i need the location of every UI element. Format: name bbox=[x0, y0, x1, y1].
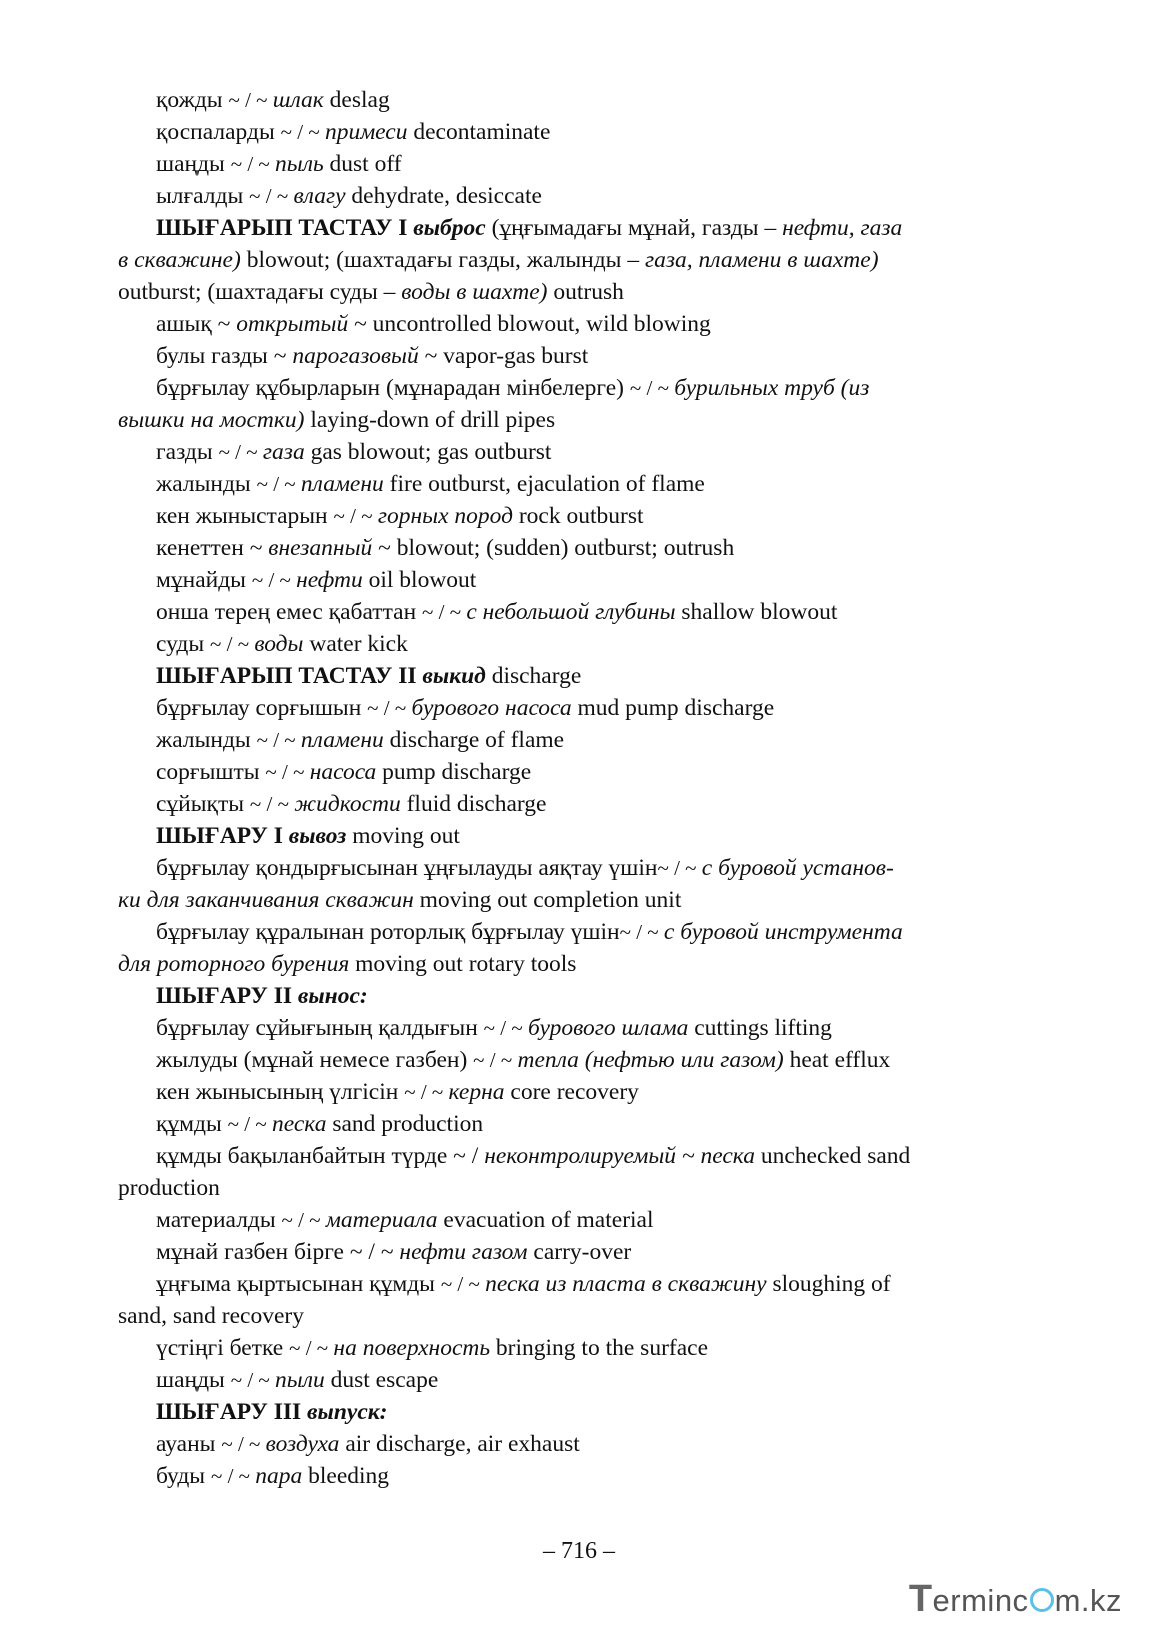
entry-text: unchecked sand bbox=[754, 1143, 911, 1169]
entry-line bbox=[118, 1076, 1006, 1108]
russian-term: влагу bbox=[293, 183, 346, 209]
entry-line bbox=[118, 948, 1006, 980]
dictionary-entries bbox=[118, 84, 1006, 1492]
entry-text: cuttings lifting bbox=[688, 1015, 832, 1041]
entry-text: ылғалды bbox=[156, 183, 250, 209]
entry-line bbox=[118, 1140, 1006, 1172]
entry-separator: ~ / ~ bbox=[483, 1016, 528, 1040]
entry-text: laying-down of drill pipes bbox=[304, 407, 556, 433]
entry-separator: ~ / ~ bbox=[256, 472, 301, 496]
entry-separator: ~ / ~ bbox=[657, 856, 702, 880]
russian-term: горных пород bbox=[377, 503, 513, 529]
entry-separator: ~ / ~ bbox=[228, 88, 273, 112]
russian-term: открытый bbox=[236, 311, 349, 337]
entry-text: ~ uncontrolled blowout, wild blowing bbox=[348, 311, 711, 337]
russian-term: для роторного бурения bbox=[118, 951, 350, 977]
russian-term: пыли bbox=[275, 1367, 325, 1393]
entry-line bbox=[118, 756, 1006, 788]
entry-text: oil blowout bbox=[362, 567, 477, 593]
headword: ШЫҒАРУ III bbox=[156, 1399, 308, 1425]
entry-line bbox=[118, 628, 1006, 660]
entry-separator: ~ / ~ bbox=[440, 1272, 486, 1296]
entry-separator: ~ / ~ bbox=[367, 696, 412, 720]
entry-line bbox=[118, 564, 1006, 596]
entry-line bbox=[118, 340, 1006, 372]
entry-separator: ~ / ~ bbox=[227, 1112, 272, 1136]
entry-line bbox=[118, 244, 1006, 276]
entry-text: bringing to the surface bbox=[490, 1335, 709, 1361]
entry-line bbox=[118, 884, 1006, 916]
entry-text: бұрғылау құбырларын (мұнарадан мінбелерге) bbox=[156, 375, 630, 401]
entry-text: ұңғыма қыртысынан құмды bbox=[156, 1271, 441, 1297]
entry-line bbox=[118, 1428, 1006, 1460]
entry-line bbox=[118, 276, 1006, 308]
entry-text: мұнайды bbox=[156, 567, 252, 593]
page-number: – 716 – bbox=[543, 1538, 615, 1564]
russian-term: пара bbox=[255, 1463, 303, 1489]
entry-text: rock outburst bbox=[512, 503, 644, 529]
entry-text: air discharge, air exhaust bbox=[339, 1431, 580, 1457]
entry-text: сұйықты bbox=[156, 791, 250, 817]
russian-term: насоса bbox=[309, 759, 377, 785]
entry-separator: ~ / ~ bbox=[249, 184, 294, 208]
entry-text: буды bbox=[156, 1463, 211, 1489]
russian-term: неконтролируемый ~ песка bbox=[484, 1143, 755, 1169]
entry-separator: ~ / ~ bbox=[221, 1432, 266, 1456]
entry-text: құмды bbox=[156, 1111, 228, 1137]
entry-line bbox=[118, 180, 1006, 212]
russian-term: пыль bbox=[275, 151, 324, 177]
entry-text: deslag bbox=[323, 87, 390, 113]
entry-line bbox=[118, 308, 1006, 340]
russian-term: жидкости bbox=[294, 791, 401, 817]
entry-separator: ~ / ~ bbox=[265, 760, 310, 784]
circle-o-icon bbox=[1030, 1588, 1054, 1612]
entry-text: dehydrate, desiccate bbox=[345, 183, 542, 209]
entry-line bbox=[118, 660, 1006, 692]
entry-text: sand, sand recovery bbox=[118, 1303, 304, 1329]
russian-term: нефти газом bbox=[399, 1239, 528, 1265]
russian-term: тепла (нефтью или газом) bbox=[517, 1047, 784, 1073]
entry-text: blowout; (шахтадағы газды, жалынды – bbox=[240, 247, 645, 273]
russian-term: пламени bbox=[300, 727, 384, 753]
entry-text: онша терең емес қабаттан bbox=[156, 599, 423, 625]
entry-line bbox=[118, 372, 1006, 404]
entry-text: moving out completion unit bbox=[413, 887, 682, 913]
entry-text: ~ vapor-gas burst bbox=[418, 343, 589, 369]
entry-line bbox=[118, 1332, 1006, 1364]
entry-separator: ~ / ~ bbox=[251, 568, 297, 592]
russian-term: бурового насоса bbox=[411, 695, 572, 721]
russian-term: внезапный bbox=[268, 535, 373, 561]
entry-text: heat efflux bbox=[783, 1047, 891, 1073]
entry-text: moving out rotary tools bbox=[349, 951, 577, 977]
entry-text: sloughing of bbox=[766, 1271, 891, 1297]
entry-text: үстіңгі бетке bbox=[156, 1335, 290, 1361]
entry-separator: ~ / ~ bbox=[629, 376, 675, 400]
headword-russian: вынос: bbox=[297, 983, 368, 1009]
entry-line bbox=[118, 532, 1006, 564]
entry-line bbox=[118, 84, 1006, 116]
entry-separator: ~ / ~ bbox=[210, 632, 255, 656]
russian-term: керна bbox=[448, 1079, 505, 1105]
russian-term: парогазовый bbox=[292, 343, 419, 369]
entry-text: water kick bbox=[303, 631, 408, 657]
entry-text: ауаны bbox=[156, 1431, 222, 1457]
entry-text: gas blowout; gas outburst bbox=[304, 439, 552, 465]
entry-text: outrush bbox=[547, 279, 624, 305]
entry-text: шаңды bbox=[156, 151, 231, 177]
entry-text: fluid discharge bbox=[400, 791, 547, 817]
entry-text: production bbox=[118, 1175, 220, 1201]
russian-term: шлак bbox=[272, 87, 324, 113]
entry-text: moving out bbox=[346, 823, 460, 849]
entry-text: бұрғылау сорғышын bbox=[156, 695, 368, 721]
entry-text: carry-over bbox=[527, 1239, 632, 1265]
entry-separator: ~ / ~ bbox=[281, 1208, 326, 1232]
entry-text: кенеттен ~ bbox=[156, 535, 269, 561]
entry-line bbox=[118, 404, 1006, 436]
entry-line bbox=[118, 500, 1006, 532]
headword-russian: выкид bbox=[422, 663, 486, 689]
entry-line bbox=[118, 436, 1006, 468]
entry-line bbox=[118, 692, 1006, 724]
russian-term: воздуха bbox=[265, 1431, 340, 1457]
entry-text: decontaminate bbox=[407, 119, 551, 145]
entry-text: discharge of flame bbox=[383, 727, 565, 753]
entry-text: газды bbox=[156, 439, 219, 465]
entry-text: құмды бақыланбайтын түрде ~ / bbox=[156, 1143, 485, 1169]
entry-text: evacuation of material bbox=[437, 1207, 654, 1233]
entry-line bbox=[118, 1300, 1006, 1332]
russian-term: воды в шахте) bbox=[401, 279, 548, 305]
headword-russian: вывоз bbox=[288, 823, 347, 849]
entry-text: ашық ~ bbox=[156, 311, 237, 337]
entry-line bbox=[118, 212, 1006, 244]
entry-separator: ~ / ~ bbox=[210, 1464, 256, 1488]
entry-separator: ~ / ~ bbox=[218, 440, 263, 464]
entry-separator: ~ / ~ bbox=[289, 1336, 334, 1360]
russian-term: песка bbox=[271, 1111, 327, 1137]
entry-line bbox=[118, 1396, 1006, 1428]
entry-line bbox=[118, 596, 1006, 628]
entry-text: ~ blowout; (sudden) outburst; outrush bbox=[372, 535, 735, 561]
entry-line bbox=[118, 1268, 1006, 1300]
entry-text: outburst; (шахтадағы суды – bbox=[118, 279, 402, 305]
entry-text: pump discharge bbox=[376, 759, 532, 785]
entry-text: сорғышты bbox=[156, 759, 266, 785]
entry-text: қожды bbox=[156, 87, 229, 113]
russian-term: в скважине) bbox=[118, 247, 241, 273]
entry-line bbox=[118, 1044, 1006, 1076]
entry-line bbox=[118, 724, 1006, 756]
entry-separator: ~ / ~ bbox=[619, 920, 664, 944]
entry-line bbox=[118, 1204, 1006, 1236]
russian-term: газа bbox=[262, 439, 305, 465]
entry-line bbox=[118, 820, 1006, 852]
entry-text: бұрғылау құралынан роторлық бұрғылау үшін bbox=[156, 919, 620, 945]
entry-separator: ~ / ~ bbox=[249, 792, 295, 816]
terminkom-watermark-logo: Terminc m.kz bbox=[908, 1578, 1122, 1620]
entry-line bbox=[118, 852, 1006, 884]
entry-text: булы газды ~ bbox=[156, 343, 293, 369]
entry-text: discharge bbox=[485, 663, 582, 689]
entry-line bbox=[118, 916, 1006, 948]
headword: ШЫҒАРУ II bbox=[156, 983, 298, 1009]
russian-term: примеси bbox=[324, 119, 408, 145]
entry-separator: ~ / ~ bbox=[422, 600, 467, 624]
russian-term: с буровой установ- bbox=[701, 855, 894, 881]
entry-line bbox=[118, 1364, 1006, 1396]
entry-line bbox=[118, 1108, 1006, 1140]
headword: ШЫҒАРЫП ТАСТАУ I bbox=[156, 215, 414, 241]
entry-separator: ~ / ~ bbox=[230, 152, 276, 176]
entry-line bbox=[118, 1236, 1006, 1268]
entry-separator: ~ / ~ bbox=[256, 728, 301, 752]
russian-term: на поверхность bbox=[333, 1335, 491, 1361]
entry-text: жылуды (мұнай немесе газбен) bbox=[156, 1047, 474, 1073]
russian-term: нефти bbox=[296, 567, 363, 593]
russian-term: песка из пласта в скважину bbox=[485, 1271, 767, 1297]
entry-line bbox=[118, 468, 1006, 500]
entry-text: core recovery bbox=[504, 1079, 639, 1105]
russian-term: газа, пламени в шахте) bbox=[644, 247, 879, 273]
entry-text: mud pump discharge bbox=[571, 695, 775, 721]
headword-russian: выброс bbox=[413, 215, 486, 241]
entry-text: shallow blowout bbox=[675, 599, 838, 625]
entry-text: fire outburst, ejaculation of flame bbox=[383, 471, 705, 497]
entry-text: sand production bbox=[326, 1111, 484, 1137]
russian-term: с буровой инструмента bbox=[663, 919, 903, 945]
entry-text: жалынды bbox=[156, 471, 257, 497]
entry-separator: ~ / ~ bbox=[230, 1368, 276, 1392]
entry-text: бұрғылау қондырғысынан ұңғылауды аяқтау үшін bbox=[156, 855, 658, 881]
entry-text: бұрғылау сұйығының қалдығын bbox=[156, 1015, 484, 1041]
entry-text: жалынды bbox=[156, 727, 257, 753]
entry-line bbox=[118, 1460, 1006, 1492]
russian-term: воды bbox=[254, 631, 304, 657]
entry-separator: ~ / ~ bbox=[473, 1048, 518, 1072]
russian-term: нефти, газа bbox=[782, 215, 903, 241]
entry-text: шаңды bbox=[156, 1367, 231, 1393]
headword: ШЫҒАРУ I bbox=[156, 823, 289, 849]
russian-term: бурильных труб (из bbox=[674, 375, 870, 401]
entry-line bbox=[118, 148, 1006, 180]
entry-text: кен жыныстарын bbox=[156, 503, 334, 529]
headword: ШЫҒАРЫП ТАСТАУ II bbox=[156, 663, 423, 689]
entry-line bbox=[118, 980, 1006, 1012]
russian-term: ки для заканчивания скважин bbox=[118, 887, 414, 913]
entry-text: кен жынысының үлгісін bbox=[156, 1079, 405, 1105]
russian-term: с небольшой глубины bbox=[466, 599, 676, 625]
entry-text: bleeding bbox=[302, 1463, 390, 1489]
entry-text: қоспаларды bbox=[156, 119, 281, 145]
entry-line bbox=[118, 116, 1006, 148]
entry-separator: ~ / ~ bbox=[333, 504, 378, 528]
entry-line bbox=[118, 1172, 1006, 1204]
russian-term: материала bbox=[325, 1207, 438, 1233]
entry-line bbox=[118, 788, 1006, 820]
russian-term: пламени bbox=[300, 471, 384, 497]
entry-text: мұнай газбен бірге ~ / ~ bbox=[156, 1239, 400, 1265]
entry-text: dust escape bbox=[324, 1367, 439, 1393]
entry-text: dust off bbox=[323, 151, 402, 177]
headword-russian: выпуск: bbox=[307, 1399, 388, 1425]
russian-term: бурового шлама bbox=[527, 1015, 689, 1041]
entry-line bbox=[118, 1012, 1006, 1044]
entry-separator: ~ / ~ bbox=[404, 1080, 449, 1104]
russian-term: вышки на мостки) bbox=[118, 407, 305, 433]
entry-text: материалды bbox=[156, 1207, 282, 1233]
entry-text: (ұңғымадағы мұнай, газды – bbox=[485, 215, 783, 241]
entry-text: суды bbox=[156, 631, 211, 657]
entry-separator: ~ / ~ bbox=[280, 120, 325, 144]
